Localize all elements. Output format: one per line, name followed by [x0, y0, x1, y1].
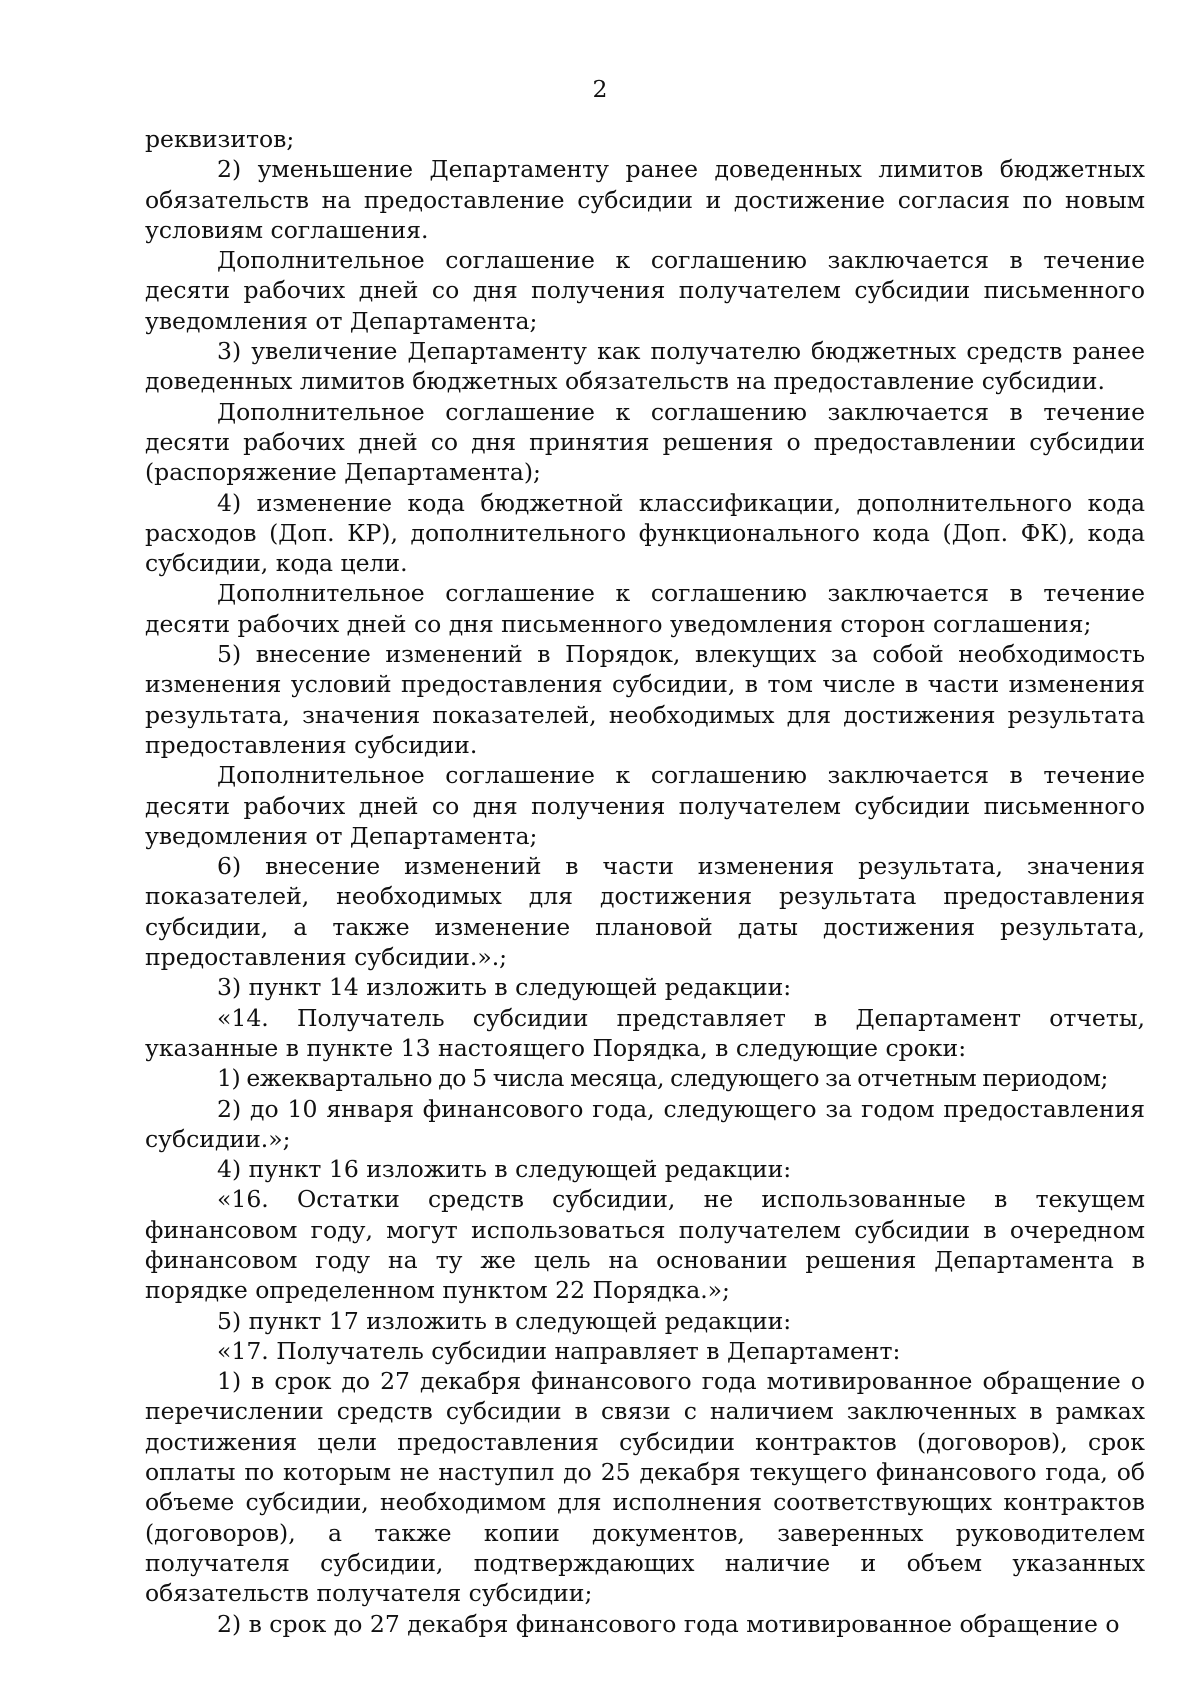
- paragraph-13: 1) ежеквартально до 5 числа месяца, следующего за отчетным периодом;: [217, 1064, 1109, 1093]
- paragraph-4: 3) увеличение Департаменту как получателю бюджетных средств ранее доведенных лимитов бюджетных обязательств на предоставление субсидии.: [145, 337, 1145, 396]
- paragraph-8: 5) внесение изменений в Порядок, влекущих за собой необходимость изменения условий предоставления субсидии, в том числе в части изменения результата, значения показателей, необходимых для достижения результата предоставления субсидии.: [145, 640, 1145, 759]
- paragraph-12: «14. Получатель субсидии представляет в Департамент отчеты, указанные в пункте 13 настоящего Порядка, в следующие сроки:: [145, 1003, 1145, 1062]
- paragraph-2: 2) уменьшение Департаменту ранее доведенных лимитов бюджетных обязательств на предоставление субсидии и достижение согласия по новым условиям соглашения.: [145, 155, 1145, 244]
- paragraph-14: 2) до 10 января финансового года, следующего за годом предоставления субсидии.»;: [145, 1094, 1145, 1153]
- paragraph-18: «17. Получатель субсидии направляет в Департамент:: [217, 1336, 901, 1365]
- paragraph-17: 5) пункт 17 изложить в следующей редакции:: [217, 1306, 792, 1335]
- paragraph-10: 6) внесение изменений в части изменения результата, значения показателей, необходимых для достижения результата предоставления субсидии, а также изменение плановой даты достижения результата, предоставления субсидии.».;: [145, 852, 1145, 972]
- page-number: 2: [592, 75, 608, 103]
- paragraph-6: 4) изменение кода бюджетной классификации, дополнительного кода расходов (Доп. КР), дополнительного функционального кода (Доп. ФК), кода субсидии, кода цели.: [145, 488, 1145, 578]
- paragraph-9: Дополнительное соглашение к соглашению заключается в течение десяти рабочих дней со дня получения получателем субсидии письменного уведомления от Департамента;: [145, 761, 1145, 850]
- paragraph-19: 1) в срок до 27 декабря финансового года мотивированное обращение о перечислении средств субсидии в связи с наличием заключенных в рамках достижения цели предоставления субсидии контрактов (договоров), срок оплаты по которым не наступил до 25 декабря текущего финансового года, об объеме субсидии, необходимом для исполнения соответствующих контрактов (договоров), а также копии документов, заверенных руководителем получателя субсидии, подтверждающих наличие и объем указанных обязательств получателя субсидии;: [145, 1367, 1145, 1608]
- paragraph-16: «16. Остатки средств субсидии, не использованные в текущем финансовом году, могут использоваться получателем субсидии в очередном финансовом году на ту же цель на основании решения Департамента в порядке определенном пунктом 22 Порядка.»;: [145, 1185, 1145, 1305]
- paragraph-3: Дополнительное соглашение к соглашению заключается в течение десяти рабочих дней со дня получения получателем субсидии письменного уведомления от Департамента;: [145, 246, 1145, 335]
- document-body: [145, 124, 1145, 1639]
- paragraph-20: 2) в срок до 27 декабря финансового года мотивированное обращение о: [217, 1609, 1120, 1638]
- paragraph-5: Дополнительное соглашение к соглашению заключается в течение десяти рабочих дней со дня принятия решения о предоставлении субсидии (распоряжение Департамента);: [145, 397, 1145, 487]
- paragraph-7: Дополнительное соглашение к соглашению заключается в течение десяти рабочих дней со дня письменного уведомления сторон соглашения;: [145, 579, 1145, 638]
- paragraph-11: 3) пункт 14 изложить в следующей редакции:: [217, 973, 792, 1002]
- paragraph-1: реквизитов;: [145, 125, 295, 153]
- paragraph-15: 4) пункт 16 изложить в следующей редакции:: [217, 1155, 792, 1184]
